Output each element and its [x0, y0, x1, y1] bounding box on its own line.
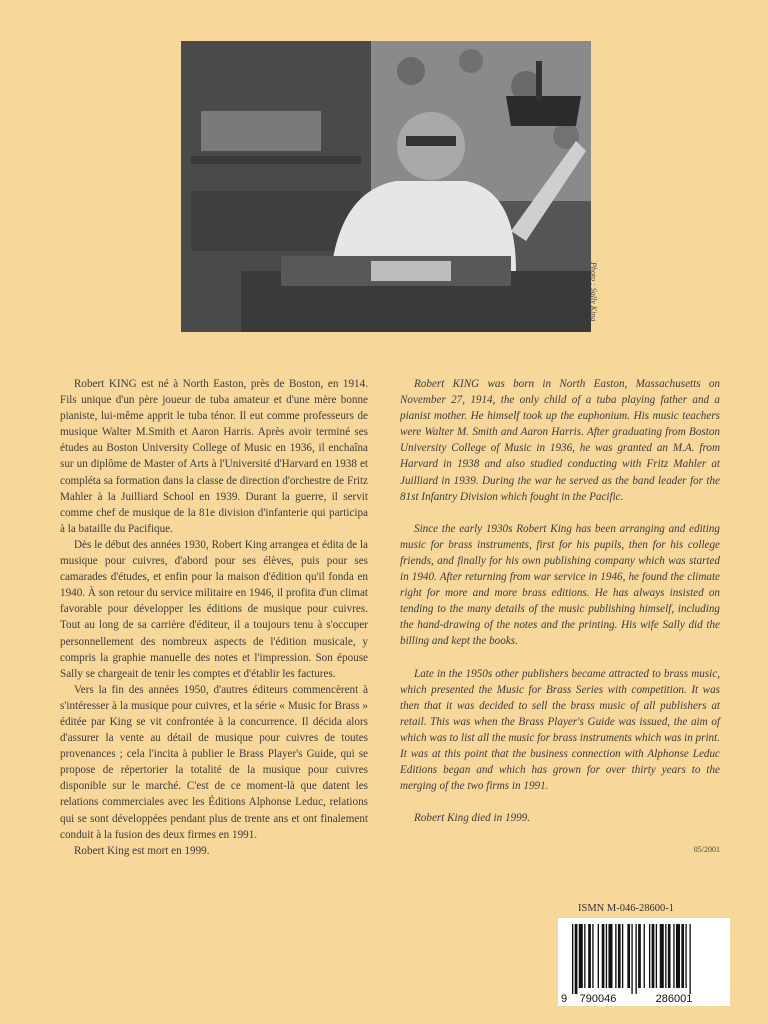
french-biography: [60, 376, 368, 859]
barcode-bar: [575, 924, 578, 994]
barcode-bar: [665, 924, 666, 988]
barcode-bar: [676, 924, 680, 988]
barcode-digits-left: 790046: [579, 993, 617, 1005]
photo-credit: Photo : Sally King: [589, 262, 598, 322]
barcode-bar: [584, 924, 585, 988]
barcode-bar: [588, 924, 591, 988]
barcode-bar: [656, 924, 657, 988]
barcode-bar: [681, 924, 684, 988]
portrait-photo: [181, 41, 591, 332]
barcode-bar: [685, 924, 686, 988]
english-paragraph: Robert KING was born in North Easton, Massachusetts on November 27, 1914, the only child of a tuba playing father and a pianist mother. He himself took up the euphonium. His music teachers were Walter M. Smith and Aaron Harris. After graduating from Boston University College of Music in 1936, he was granted an M.A. from Harvard in 1938 and also studied conducting with Fritz Mahler at Juilliard in 1939. During the war he served as the band leader for the 81st Infantry Division which fought in the Pacific.: [400, 378, 720, 503]
barcode-bar: [627, 924, 630, 988]
edition-date: 05/2001: [693, 845, 720, 854]
english-biography: [400, 376, 720, 826]
barcode-bar: [579, 924, 583, 988]
barcode-bar: [598, 924, 599, 988]
barcode-bar: [606, 924, 607, 988]
french-paragraph: Vers la fin des années 1950, d'autres éditeurs commencèrent à s'intéresser à la musique pour cuivres, et la série « Music for Brass » éditée par King se vit confrontée à la concurrence. Il décida alors d'assurer la vente au détail de musique pour cuivres de toutes provenances ; cela l'incita à publier le Brass Player's Guide, qui se propose de répertorier la totalité de la musique pour cuivres disponible sur le marché. C'est de ce moment-là que datent les relations commerciales avec les Éditions Alphonse Leduc, relations qui se sont développées pendant plus de trente ans et ont finalement conduit à la fusion des deux firmes en 1991.: [60, 683, 368, 841]
barcode-bar: [622, 924, 623, 988]
barcode-bar: [608, 924, 612, 988]
photo-image: [181, 41, 591, 332]
barcode-bar: [615, 924, 616, 988]
barcode-bar: [673, 924, 674, 988]
barcode-bar: [618, 924, 621, 988]
french-paragraph: Robert KING est né à North Easton, près de Boston, en 1914. Fils unique d'un père joueur de tuba amateur et d'une mère bonne pianiste, lui-même apprit le tuba ténor. Il eut comme professeurs de musique Walter M.Smith et Aaron Harris. Après avoir terminé ses études au Boston University College of Music en 1936, il enchaîna sur un diplôme de Master of Arts à l'Université d'Harvard en 1938 et compléta sa formation dans la classe de direction d'orchestre de Fritz Mahler à la Juilliard School en 1939. Durant la guerre, il servit comme chef de musique de la 81e division d'infanterie qui participa à la bataille du Pacifique.: [60, 378, 368, 535]
barcode-bar: [602, 924, 605, 988]
barcode-bar: [689, 924, 690, 994]
barcode-bar: [572, 924, 573, 994]
barcode-bar: [660, 924, 664, 988]
barcode-bar: [592, 924, 593, 988]
french-paragraph: Dès le début des années 1930, Robert King arrangea et édita de la musique pour cuivres, d'abord pour ses élèves, puis pour ses camarades d'études, et enfin pour la maison d'édition qu'il fonda en 1940. À son retour du service militaire en 1946, il profita d'un climat favorable pour développer les éditions de musique pour cuivres. Tout au long de sa carrière d'éditeur, il a toujours tenu à s'occuper personnellement des nombreux aspects de l'édition musicale, y compris la graphie manuelle des notes et l'impression. Son épouse Sally se chargeait de tenir les comptes et d'établir les factures.: [60, 538, 368, 680]
french-paragraph: Robert King est mort en 1999.: [74, 844, 210, 857]
barcode-bar: [649, 924, 650, 988]
barcode-digits-right: 286001: [655, 993, 693, 1005]
english-paragraph: Since the early 1930s Robert King has been arranging and editing music for brass instruments, first for his pupils, then for his college friends, and finally for his own publishing company which was started in 1940. After returning from war service in 1946, he found the climate right for more and more brass editions. He has always insisted on tending to the many details of the music publishing himself, including the hand-drawing of the notes and the printing. His wife Sally did the billing and kept the books.: [400, 522, 720, 648]
english-paragraph: Late in the 1950s other publishers became attracted to brass music, which presented the Music for Brass Series with competition. It was then that it was decided to sell the brass music of all publishers at retail. This was when the Brass Player's Guide was issued, the aim of which was to list all the music for brass instruments which was in print. It was at this point that the business connection with Alphonse Leduc Editions began and which has grown for over thirty years to the merging of the two firms in 1991.: [400, 667, 721, 793]
barcode-bar: [638, 924, 641, 988]
barcode-lead-digit: 9: [561, 993, 568, 1005]
barcode-bar: [635, 924, 636, 994]
english-paragraph: Robert King died in 1999.: [414, 812, 531, 825]
barcode-bar: [668, 924, 671, 988]
barcode-bar: [652, 924, 655, 988]
barcode: [558, 918, 730, 1006]
barcode-bar: [631, 924, 632, 994]
ismn-number: ISMN M-046-28600-1: [578, 903, 674, 914]
barcode-bar: [644, 924, 645, 988]
